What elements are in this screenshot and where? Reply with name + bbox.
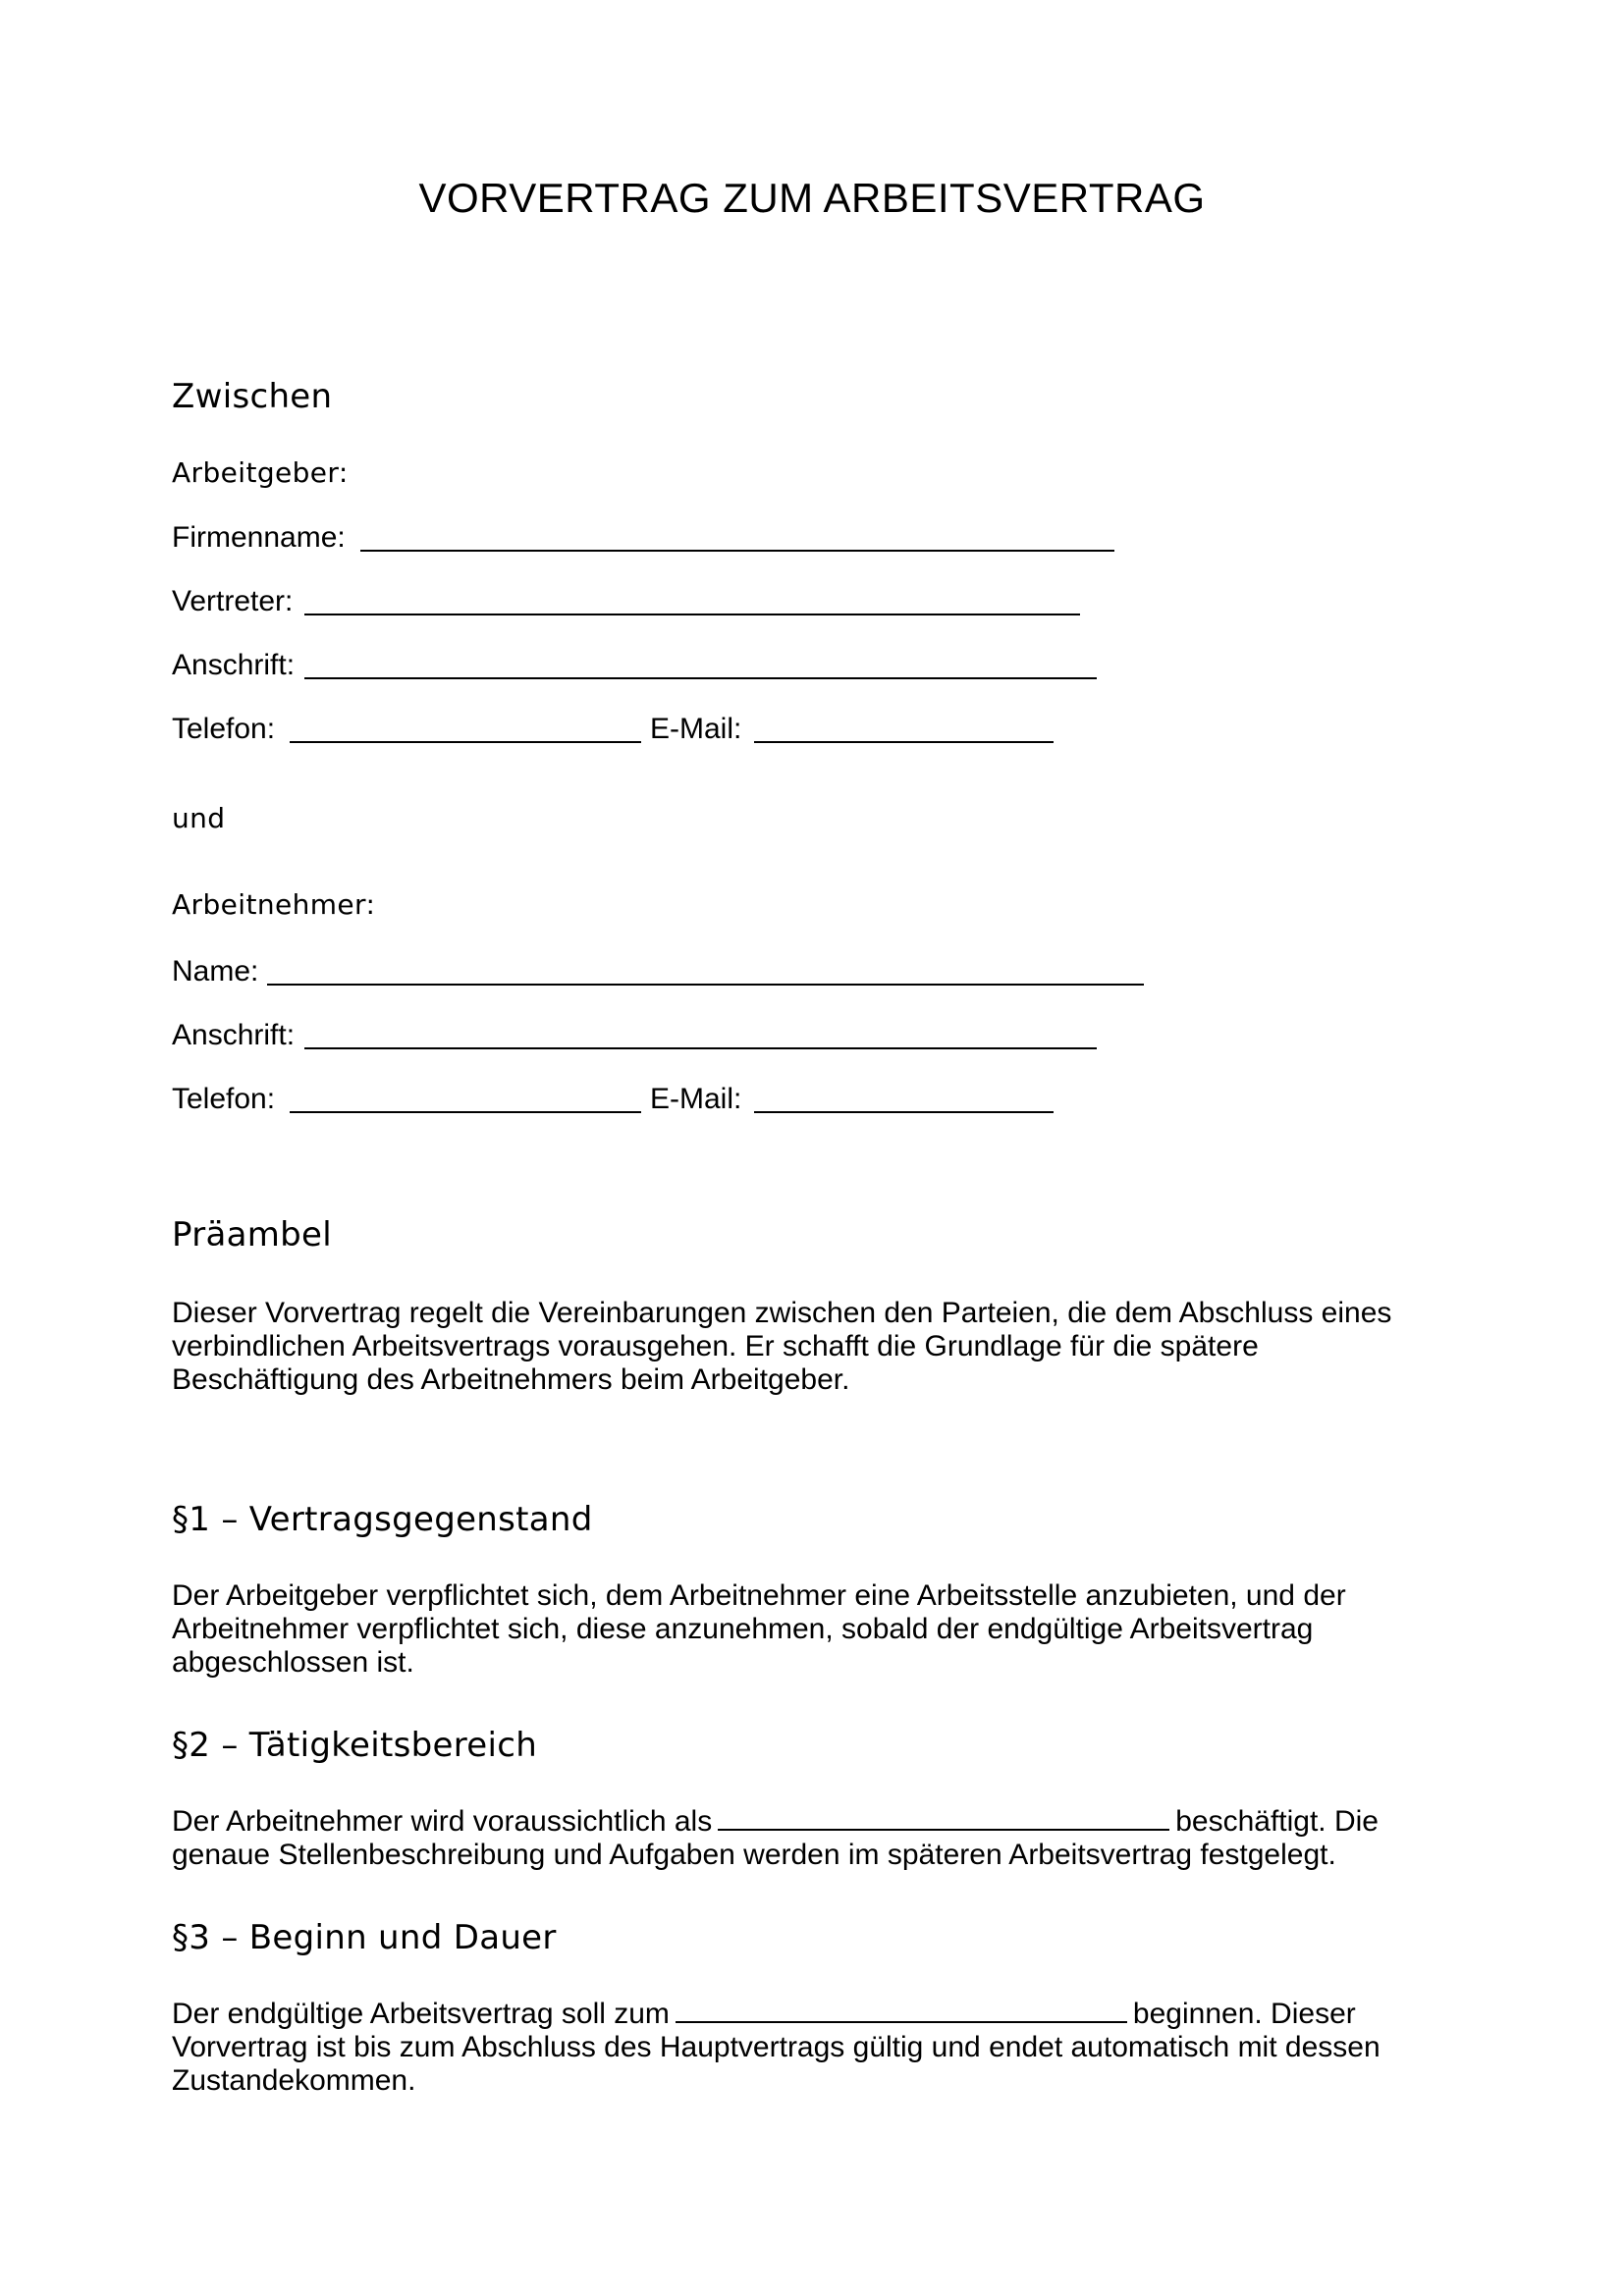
employer-representative-row (172, 582, 1080, 621)
section3-text-before: Der endgültige Arbeitsvertrag soll zum (172, 1998, 670, 2030)
employee-name-row (172, 952, 1144, 991)
preamble-line: verbindlichen Arbeitsvertrags vorausgehen. Er schafft die Grundlage für die spätere (172, 1330, 1259, 1362)
representative-label: Vertreter: (172, 585, 294, 617)
employer-address-label: Anschrift: (172, 649, 296, 681)
section2-text-after: beschäftigt. Die (1175, 1805, 1379, 1838)
section3-line: Zustandekommen. (172, 2064, 416, 2097)
employer-contact-row (172, 710, 1056, 749)
parties-heading: Zwischen (172, 377, 333, 416)
section3-heading: §3 – Beginn und Dauer (172, 1918, 557, 1957)
employee-label: Arbeitnehmer: (172, 888, 376, 921)
document-title: VORVERTRAG ZUM ARBEITSVERTRAG (418, 175, 1206, 221)
company-name-label: Firmenname: (172, 521, 346, 554)
employer-email-field[interactable] (754, 741, 1054, 743)
section3-text-after: beginnen. Dieser (1132, 1998, 1356, 2030)
employer-company-row (172, 518, 1114, 558)
section3-paragraph (172, 1998, 1458, 2098)
section2-text-before: Der Arbeitnehmer wird voraussichtlich als (172, 1805, 713, 1838)
employer-address-row (172, 646, 1097, 685)
employee-address-row (172, 1016, 1097, 1055)
section1-paragraph (172, 1579, 1458, 1680)
section3-line: Vorvertrag ist bis zum Abschluss des Hauptvertrags gültig und endet automatisch mit dessen (172, 2031, 1380, 2063)
employer-address-field[interactable] (304, 677, 1097, 679)
employer-phone-label: Telefon: (172, 713, 276, 745)
section2-line (172, 1805, 1458, 1839)
preamble-heading: Präambel (172, 1215, 333, 1255)
section2-paragraph (172, 1805, 1458, 1872)
section3-line (172, 1998, 1458, 2031)
employee-email-field[interactable] (754, 1111, 1054, 1113)
employee-address-field[interactable] (304, 1047, 1097, 1049)
job-title-field[interactable] (718, 1805, 1169, 1831)
preamble-line: Beschäftigung des Arbeitnehmers beim Arbeitgeber. (172, 1363, 850, 1396)
section1-heading: §1 – Vertragsgegenstand (172, 1500, 593, 1539)
employee-name-field[interactable] (267, 984, 1144, 986)
employee-email-label: E-Mail: (650, 1083, 742, 1115)
preamble-paragraph (172, 1297, 1458, 1397)
representative-field[interactable] (304, 614, 1080, 615)
company-name-field[interactable] (360, 550, 1114, 552)
section1-line: Arbeitnehmer verpflichtet sich, diese anzunehmen, sobald der endgültige Arbeitsvertrag (172, 1613, 1314, 1645)
employer-email-label: E-Mail: (650, 713, 742, 745)
section1-line: Der Arbeitgeber verpflichtet sich, dem Arbeitnehmer eine Arbeitsstelle anzubieten, und der (172, 1579, 1346, 1612)
section2-heading: §2 – Tätigkeitsbereich (172, 1726, 538, 1765)
employee-contact-row (172, 1080, 1056, 1119)
employer-phone-field[interactable] (290, 741, 641, 743)
section2-line: genaue Stellenbeschreibung und Aufgaben werden im späteren Arbeitsvertrag festgelegt. (172, 1839, 1336, 1871)
section1-line: abgeschlossen ist. (172, 1646, 414, 1679)
preamble-line: Dieser Vorvertrag regelt die Vereinbarungen zwischen den Parteien, die dem Abschluss eines (172, 1297, 1392, 1329)
employer-label: Arbeitgeber: (172, 456, 349, 489)
employee-address-label: Anschrift: (172, 1019, 296, 1051)
conjunction-text: und (172, 802, 226, 834)
employee-name-label: Name: (172, 955, 259, 988)
employee-phone-field[interactable] (290, 1111, 641, 1113)
start-date-field[interactable] (676, 1998, 1127, 2023)
employee-phone-label: Telefon: (172, 1083, 276, 1115)
